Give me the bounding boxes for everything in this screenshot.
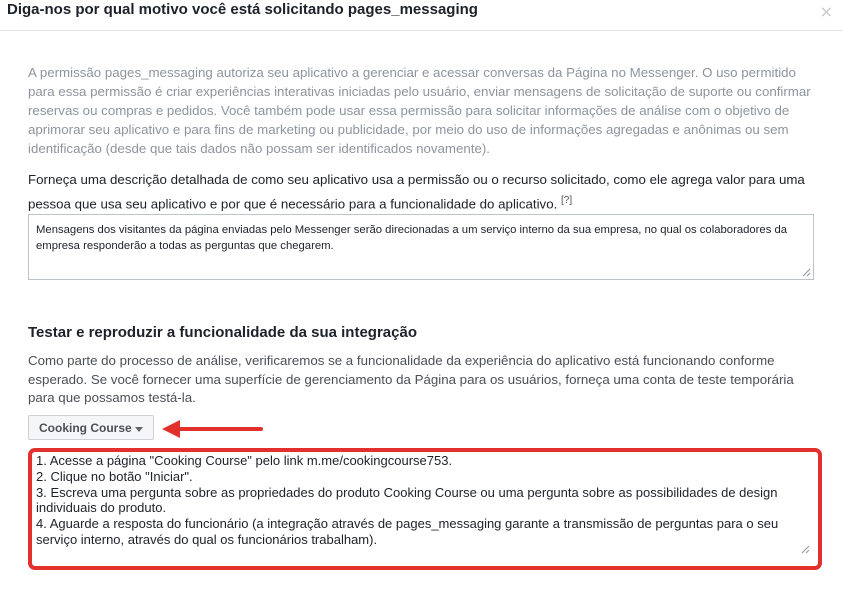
usage-description-textarea[interactable] <box>28 214 814 280</box>
test-step: 2. Clique no botão "Iniciar". <box>36 468 193 484</box>
usage-prompt <box>28 169 818 214</box>
test-step: 3. Escreva uma pergunta sobre as propriedades do produto Cooking Course ou uma pergunta sobre as possibilidades de design individuais do produto. <box>36 484 778 516</box>
test-section-description: Como parte do processo de análise, verificaremos se a funcionalidade da experiência do aplicativo está funcionando conforme esperado. Se você fornecer uma superfície de gerenciamento da Página para os usuários, forneça uma conta de teste temporária para que possamos testá-la. <box>28 353 794 405</box>
dialog-title: Diga-nos por qual motivo você está solicitando pages_messaging <box>7 1 478 18</box>
red-arrow-annotation <box>160 418 264 440</box>
test-section-title: Testar e reproduzir a funcionalidade da sua integração <box>28 324 417 341</box>
test-step: 1. Acesse a página "Cooking Course" pelo link m.me/cookingcourse753. <box>36 453 453 468</box>
page-selector-dropdown[interactable] <box>28 415 154 440</box>
usage-description-value: Mensagens dos visitantes da página enviadas pelo Messenger serão direcionadas a um serviço interno da sua empresa, no qual os colaboradores da empresa responderão a todas as perguntas que chegarem. <box>36 224 788 252</box>
help-link[interactable]: [?] <box>560 195 573 206</box>
dialog-header <box>0 0 843 31</box>
page-selector-value: Cooking Course <box>39 421 132 435</box>
chevron-down-icon <box>135 427 143 432</box>
usage-prompt-text: Forneça uma descrição detalhada de como seu aplicativo usa a permissão ou o recurso solicitado, como ele agrega valor para uma pessoa que usa seu aplicativo e por que é necessário para a funcionalidade do aplicativo. <box>28 172 805 212</box>
resize-grip-icon[interactable] <box>802 268 811 277</box>
close-icon[interactable]: × <box>819 2 833 21</box>
permission-description: A permissão pages_messaging autoriza seu aplicativo a gerenciar e acessar conversas da Página no Messenger. O uso permitido para essa permissão é criar experiências interativas iniciadas pelo usuário, enviar mensagens de solicitação de suporte ou confirmar reservas ou compras e pedidos. Você também pode usar essa permissão para solicitar informações de análise com o objetivo de aprimorar seu aplicativo e para fins de marketing ou publicidade, por meio do uso de informações agregadas e anônimas ou sem identificação (desde que tais dados não possam ser identificados novamente). <box>28 65 811 156</box>
test-step: 4. Aguarde a resposta do funcionário (a integração através de pages_messaging garante a transmissão de perguntas para o seu serviço interno, através do qual os funcionários trabalham). <box>36 516 779 547</box>
resize-grip-icon[interactable] <box>801 545 810 554</box>
test-steps-textarea[interactable] <box>36 453 812 556</box>
